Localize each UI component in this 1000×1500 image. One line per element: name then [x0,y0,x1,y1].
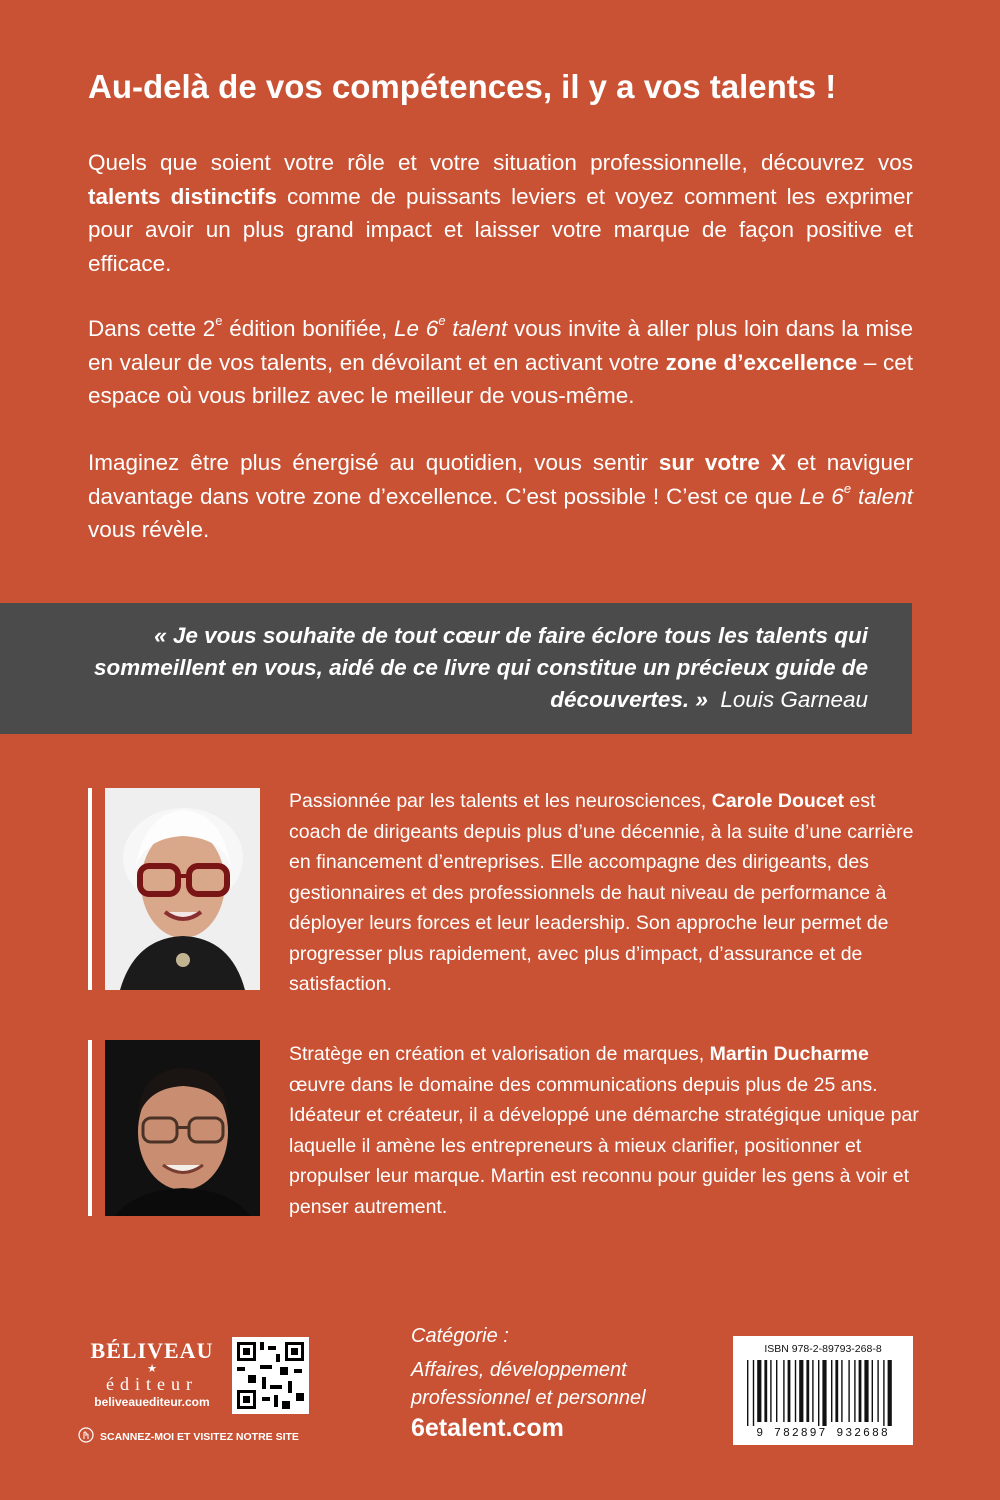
publisher-website[interactable]: beliveauediteur.com [94,1395,210,1409]
barcode-bar [872,1360,873,1422]
star-icon: ★ [147,1363,157,1375]
book-website[interactable]: 6etalent.com [411,1414,564,1442]
book-category [411,1322,711,1412]
book-title: Le 6e talent [799,480,914,509]
barcode-bar [835,1360,838,1422]
barcode-bar [770,1360,771,1422]
scan-instruction: SCANNEZ-MOI ET VISITEZ NOTRE SITE [78,1427,299,1446]
category-value: Affaires, développement professionnel et personnel [411,1359,646,1409]
isbn-label: ISBN 978-2-89793-268-8 [764,1343,882,1355]
barcode-bar [841,1360,842,1422]
talents-distinctifs: talents distinctifs [88,183,277,209]
quote-author: Louis Garneau [720,687,868,712]
barcode-bar [883,1360,884,1426]
barcode-bar [848,1360,849,1422]
isbn-digits: 9 782897 932688 [756,1427,890,1440]
barcode-bar [854,1360,855,1422]
barcode-bar [795,1360,796,1422]
author-accent-line [88,788,92,990]
qr-code[interactable] [232,1337,309,1414]
quote-band [0,603,912,734]
author-bio-carole-doucet: Passionnée par les talents et les neurosciences, Carole Doucet est coach de dirigeants depuis plus d’une décennie, à la suite d’une carrière en financement d’entreprises. Elle accompagne des dirigeants, des gestionnaires et des professionnels de haut niveau de performance à déployer leurs forces et leur leadership. Son approche leur permet de progresser plus rapidement, avec plus d’impact, d’assurance et de satisfaction. [289,790,914,995]
barcode-bar [764,1360,767,1422]
barcode-bar [877,1360,878,1422]
barcode-bar [822,1360,826,1426]
headline: Au-delà de vos compétences, il y a vos talents ! [88,68,837,105]
testimonial-quote [88,620,868,716]
barcode-bar [864,1360,868,1422]
hand-icon [78,1427,94,1446]
edition-paragraph: Dans cette 2e édition bonifiée, Le 6e talent vous invite à aller plus loin dans la mise en valeur de vos talents, en dévoilant et en activant votre zone d’excellence – cet espace où vous brillez avec le meilleur de vous-même. [88,313,914,408]
barcode-bar [859,1360,862,1422]
author-accent-line [88,1040,92,1216]
author-photo-carole-doucet [105,788,260,990]
isbn-barcode [733,1336,913,1445]
barcode-bar [783,1360,784,1422]
barcode-bar [831,1360,832,1422]
quote-text: « Je vous souhaite de tout cœur de faire éclore tous les talents qui sommeillent en vous, aidé de ce livre qui constitue un précieux guide de découvertes. » [94,623,868,712]
author-bio-martin-ducharme: Stratège en création et valorisation de marques, Martin Ducharme œuvre dans le domaine des communications depuis plus de 25 ans. Idéateur et créateur, il a développé une démarche stratégique unique par laquelle il amène les entrepreneurs à mieux clarifier, positionner et propulser leur marque. Martin est reconnu pour guider les gens à voir et penser autrement. [289,1043,919,1218]
book-title: Le 6e talent [394,313,508,341]
barcode-bar [818,1360,819,1426]
barcode-bar [776,1360,777,1422]
barcode-bar [888,1360,892,1426]
intro-paragraph: Quels que soient votre rôle et votre situation professionnelle, découvrez vos talents distinctifs comme de puissants leviers et voyez comment les exprimer pour avoir un plus grand impact et laisser votre marque de façon positive et efficace. [88,150,913,276]
barcode-bar [753,1360,754,1426]
barcode-bar [806,1360,809,1422]
barcode-bar [812,1360,813,1422]
author-photo-martin-ducharme [105,1040,260,1216]
author-name: Martin Ducharme [709,1043,869,1065]
barcode-bar [757,1360,761,1422]
barcode-bar [799,1360,803,1422]
author-name: Carole Doucet [711,790,844,812]
publisher-logo: BÉLIVEAU ★ éditeur beliveauediteur.com [78,1338,226,1409]
barcode-bar [747,1360,748,1426]
imagine-paragraph: Imaginez être plus énergisé au quotidien, vous sentir sur votre X et naviguer davantage dans votre zone d’excellence. C’est possible ! C’est ce que Le 6e talent vous révèle. [88,450,914,542]
category-label: Catégorie : [411,1325,509,1347]
barcode-bar [788,1360,791,1422]
